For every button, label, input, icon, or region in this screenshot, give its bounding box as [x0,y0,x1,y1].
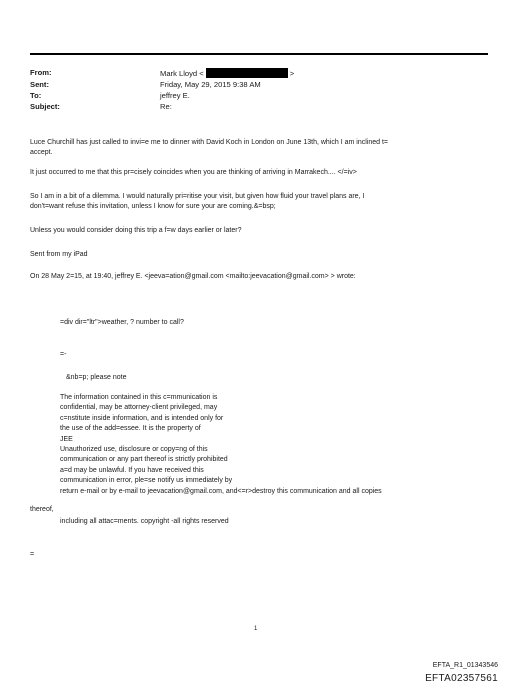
body-line: accept. [30,149,53,156]
body-line: So I am in a bit of a dilemma. I would naturally pri=ritise your visit, but given how fluid your travel plans are, I [30,193,365,200]
sent-label: Sent: [30,80,49,89]
quoted-line: &nb=p; please note [66,374,127,381]
header-rule [30,53,488,55]
notice-line: confidential, may be attorney-client privileged, may [60,404,218,412]
notice-line: communication or any part thereof is strictly prohibited [60,456,228,464]
body-line: Unless you would consider doing this trip a f=w days earlier or later? [30,227,242,234]
subject-value: Re: [160,102,172,111]
from-value [160,68,294,79]
sent-value: Friday, May 29, 2015 9:38 AM [160,80,261,89]
notice-line: including all attac=ments. copyright -all rights reserved [60,518,229,525]
quoted-line: =div dir="ltr">weather, ? number to call? [60,319,184,326]
end-mark: = [30,551,35,558]
notice-line: communication in error, ple=se notify us immediately by [60,477,233,485]
quoted-line: =- [60,351,67,358]
body-line: Luce Churchill has just called to invi=e me to dinner with David Koch in London on June 13th, which I am inclined t= [30,139,388,146]
subject-label: Subject: [30,102,60,111]
signature-line: Sent from my iPad [30,251,88,258]
notice-line: c=nstitute inside information, and is intended only for [60,414,224,422]
bates-number-small: EFTA_R1_01343546 [432,662,498,669]
body-line: It just occurred to me that this pr=cisely coincides when you are thinking of arriving in Marrakech.... </=iv> [30,169,357,176]
notice-line: a=d may be unlawful. If you have received this [60,466,204,474]
bates-number-large: EFTA02357561 [425,673,498,684]
body-line: don't=want refuse this invitation, unless I know for sure your are coming.&=bsp; [30,203,276,210]
redaction-bar [206,68,288,78]
notice-line: JEE [60,435,73,443]
notice-line: Unauthorized use, disclosure or copy=ng of this [60,446,208,454]
to-value: jeffrey E. [160,91,190,100]
page-number: 1 [254,626,258,632]
notice-line: return e-mail or by e-mail to jeevacation@gmail.com, and<=r>destroy this communication and all copies [60,487,382,495]
to-label: To: [30,91,42,100]
from-name: Mark Lloyd < [160,69,204,78]
notice-line: The information contained in this c=mmunication is [60,394,218,401]
from-label: From: [30,68,52,77]
notice-line: the use of the add=essee. It is the property of [60,425,201,433]
quote-intro: On 28 May 2=15, at 19:40, jeffrey E. <jeeva=ation@gmail.com <mailto:jeevacation@gmail.com> > wrote: [30,273,356,280]
from-tail: > [289,69,295,78]
confidentiality-notice [60,393,382,497]
notice-line: thereof, [30,506,54,513]
